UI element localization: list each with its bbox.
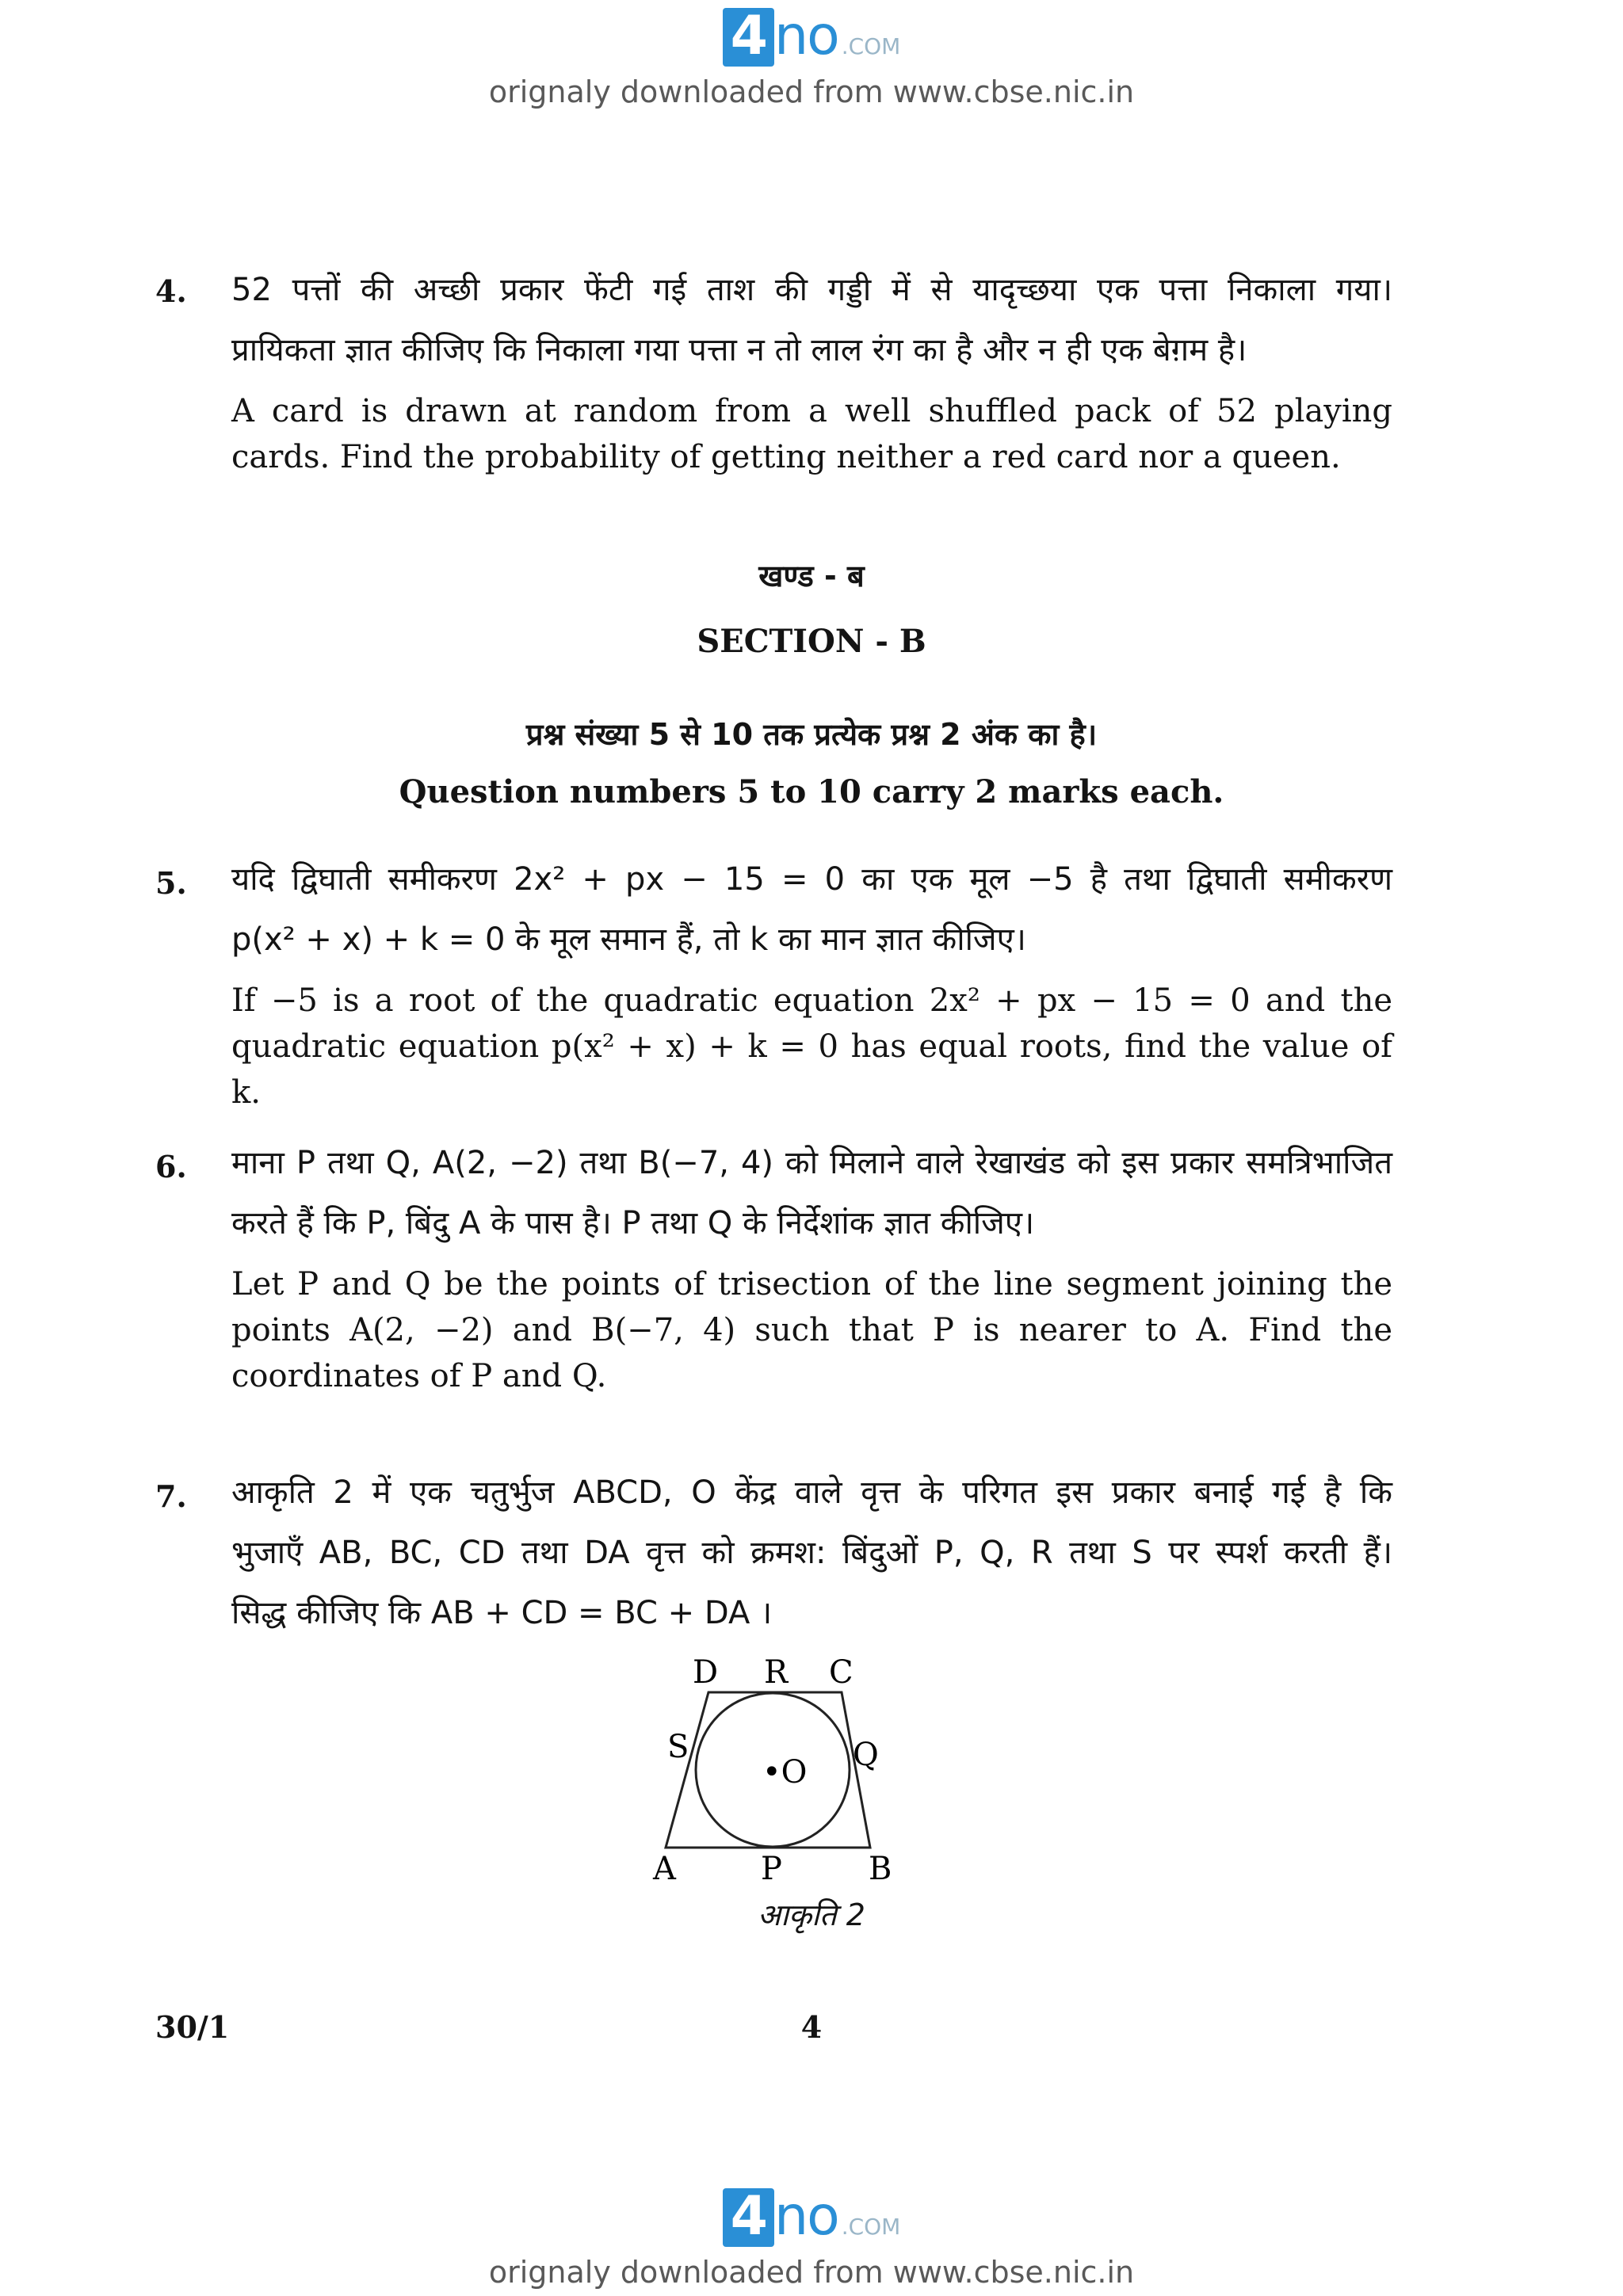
- page-number: 4: [800, 2009, 823, 2045]
- site-logo: [0, 5, 1623, 67]
- question-english-text: If −5 is a root of the quadratic equation 2x² + px − 15 = 0 and the quadratic equation p(x² + x) + k = 0 has equal roots, find the value of k.: [231, 982, 1392, 1111]
- logo-text: no: [773, 5, 838, 67]
- section-english-instruction: Question numbers 5 to 10 carry 2 marks each.: [399, 773, 1224, 810]
- vertex-label-d: D: [693, 1654, 719, 1691]
- logo-domain: .COM: [841, 33, 901, 59]
- question-hindi-line: भुजाएँ AB, BC, CD तथा DA वृत्त को क्रमश: बिंदुओं P, Q, R तथा S पर स्पर्श करती हैं।: [231, 1535, 1392, 1571]
- logo-text: no: [773, 2185, 838, 2248]
- question-hindi-line: 52 पत्तों की अच्छी प्रकार फेंटी गई ताश की गड्डी में से यादृच्छया एक पत्ता निकाला गया।: [231, 272, 1392, 308]
- question-number: 7.: [155, 1478, 187, 1514]
- question-hindi-line: करते हैं कि P, बिंदु A के पास है। P तथा Q के निर्देशांक ज्ञात कीजिए।: [231, 1205, 1035, 1241]
- section-hindi-title: खण्ड - ब: [758, 559, 865, 593]
- question-hindi-line: यदि द्विघाती समीकरण 2x² + px − 15 = 0 का एक मूल −5 है तथा द्विघाती समीकरण: [231, 861, 1392, 898]
- question-hindi-line: आकृति 2 में एक चतुर्भुज ABCD, O केंद्र वाले वृत्त के परिगत इस प्रकार बनाई गई है कि: [231, 1474, 1392, 1511]
- point-label-q: Q: [853, 1737, 879, 1773]
- question-number: 6.: [155, 1149, 187, 1184]
- logo-number: 4: [723, 8, 774, 67]
- download-source-caption: orignaly downloaded from www.cbse.nic.in: [488, 74, 1135, 109]
- paper-code: 30/1: [155, 2009, 230, 2045]
- section-english-title: SECTION - B: [697, 623, 926, 660]
- vertex-label-a: A: [653, 1851, 676, 1887]
- question-english-text: A card is drawn at random from a well shuffled pack of 52 playing cards. Find the probability of getting neither a red card nor a queen.: [231, 393, 1392, 475]
- section-hindi-instruction: प्रश्न संख्या 5 से 10 तक प्रत्येक प्रश्न 2 अंक का है।: [525, 717, 1098, 752]
- question-hindi-line: सिद्ध कीजिए कि AB + CD = BC + DA ।: [231, 1595, 773, 1631]
- question-number: 4.: [155, 273, 187, 309]
- question-hindi-line: p(x² + x) + k = 0 के मूल समान हैं, तो k का मान ज्ञात कीजिए।: [231, 921, 1026, 958]
- question-number: 5.: [155, 865, 187, 901]
- logo-domain: .COM: [841, 2214, 901, 2240]
- site-logo: [0, 2185, 1623, 2248]
- question-hindi-line: प्रायिकता ज्ञात कीजिए कि निकाला गया पत्ता न तो लाल रंग का है और न ही एक बेग़म है।: [231, 332, 1247, 368]
- watermark-logo-bottom: [0, 2185, 1623, 2290]
- logo-number: 4: [723, 2188, 774, 2247]
- question-english-text: Let P and Q be the points of trisection of the line segment joining the points A(2, −2) and B(−7, 4) such that P is nearer to A. Find the coordinates of P and Q.: [231, 1266, 1392, 1394]
- vertex-label-c: C: [829, 1654, 854, 1691]
- figure-caption: आकृति 2: [758, 1897, 865, 1932]
- point-label-r: R: [764, 1654, 789, 1691]
- download-source-caption: orignaly downloaded from www.cbse.nic.in: [488, 2255, 1135, 2290]
- figure-quadrilateral-incircle: [634, 1648, 951, 1933]
- question-hindi-line: माना P तथा Q, A(2, −2) तथा B(−7, 4) को मिलाने वाले रेखाखंड को इस प्रकार समत्रिभाजित: [231, 1145, 1392, 1181]
- watermark-logo-top: [0, 5, 1623, 109]
- vertex-label-b: B: [869, 1851, 892, 1887]
- center-label-o: •O: [762, 1754, 808, 1791]
- point-label-p: P: [761, 1851, 782, 1887]
- point-label-s: S: [667, 1729, 689, 1765]
